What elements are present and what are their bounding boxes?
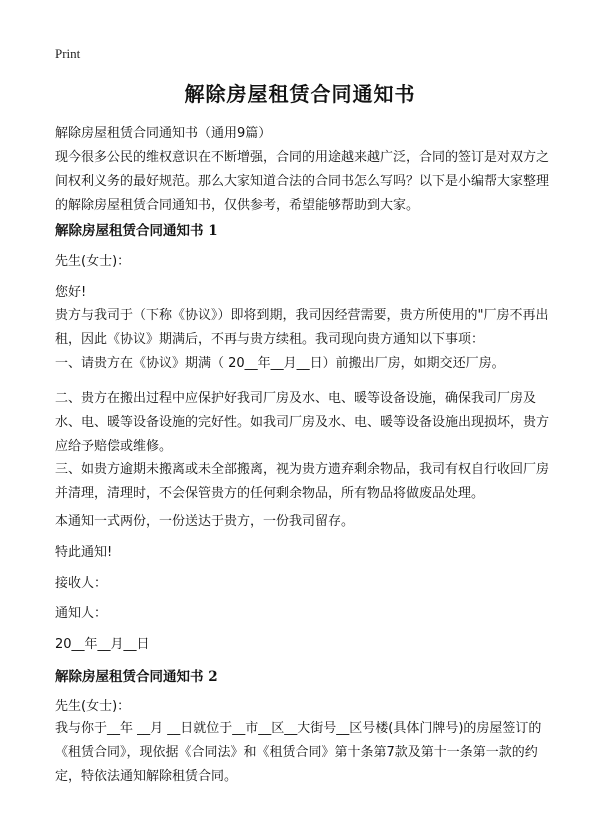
- paragraph-1-2: 一、请贵方在《协议》期满（ 20__年__月__日）前搬出厂房，如期交还厂房。: [55, 356, 505, 371]
- document-title: 解除房屋租赁合同通知书: [184, 82, 416, 106]
- notifier-line: 通知人：: [55, 606, 108, 621]
- paragraph-1-5: 本通知一式两份，一份送达于贵方，一份我司留存。: [55, 514, 355, 529]
- section-heading-2: 解除房屋租赁合同通知书 2: [55, 669, 218, 685]
- document-subtitle: 解除房屋租赁合同通知书（通用9篇）: [55, 126, 272, 141]
- paragraph-2-1: 我与你于__年 __月 __日就位于__市__区__大街号__区号楼(具体门牌号)的房屋签订的《租赁合同》，现依据《合同法》和《租赁合同》第十条第7款及第十一条第一款的约定，特依法通知解除租赁合同。: [55, 721, 542, 784]
- print-link[interactable]: Print: [55, 46, 81, 61]
- salutation-2: 先生(女士)：: [55, 699, 131, 714]
- paragraph-1-6: 特此通知!: [55, 545, 113, 560]
- paragraph-1-1: 贵方与我司于（下称《协议》）即将到期，我司因经营需要，贵方所使用的"厂房不再出租，因此《协议》期满后，不再与贵方续租。我司现向贵方通知以下事项：: [55, 308, 549, 347]
- paragraph-1-3: 二、贵方在搬出过程中应保护好我司厂房及水、电、暖等设备设施，确保我司厂房及水、电、暖等设备设施的完好性。如我司厂房及水、电、暖等设备设施出现损坏，贵方应给予赔偿或维修。: [55, 391, 550, 454]
- greeting: 您好!: [55, 285, 87, 300]
- intro-paragraph: 现今很多公民的维权意识在不断增强，合同的用途越来越广泛，合同的签订是对双方之间权利义务的最好规范。那么大家知道合法的合同书怎么写吗？以下是小编帮大家整理的解除房屋租赁合同通知书，仅供参考，希望能够帮助到大家。: [55, 150, 550, 213]
- date-line: 20__年__月__日: [55, 637, 150, 652]
- receiver-line: 接收人：: [55, 576, 108, 591]
- salutation-1: 先生(女士)：: [55, 254, 131, 269]
- paragraph-1-4: 三、如贵方逾期未搬离或未全部搬离，视为贵方遗弃剩余物品，我司有权自行收回厂房并清理，清理时，不会保管贵方的任何剩余物品，所有物品将做废品处理。: [55, 462, 550, 501]
- section-heading-1: 解除房屋租赁合同通知书 1: [55, 223, 218, 239]
